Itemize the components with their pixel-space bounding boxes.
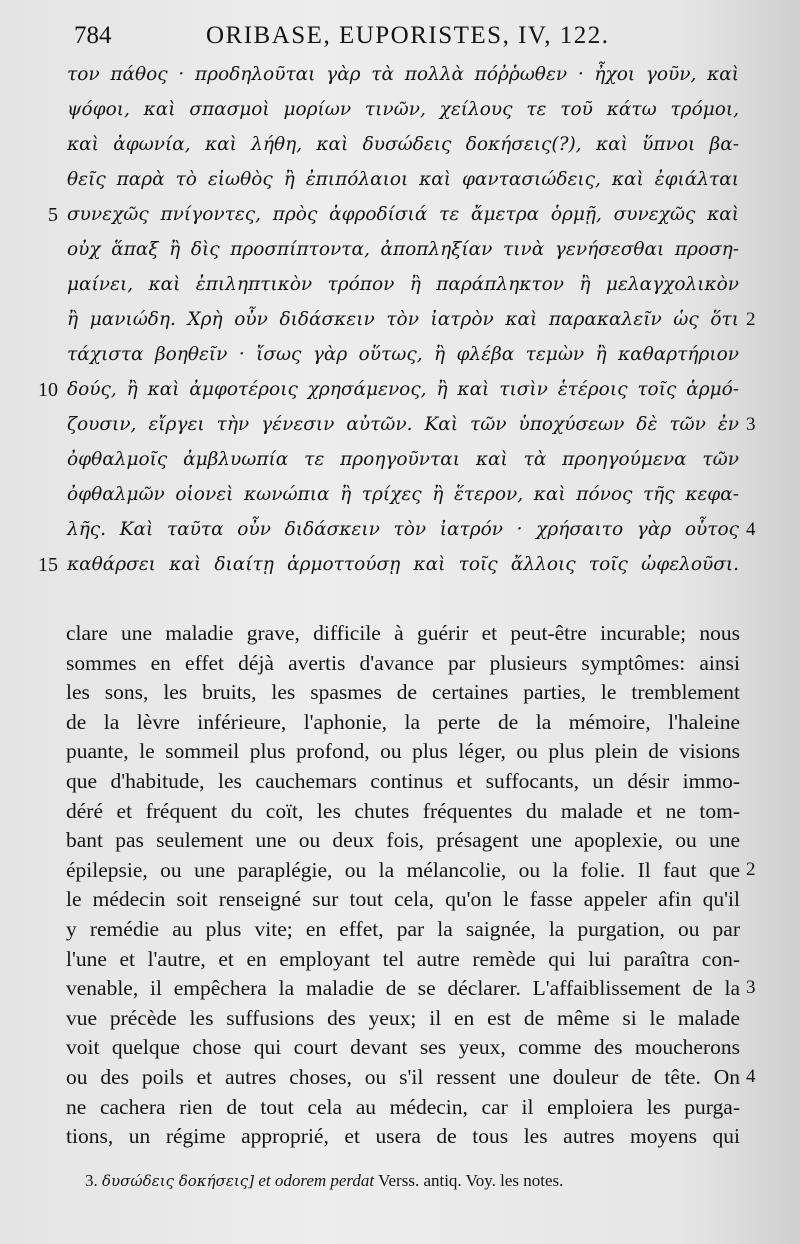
french-line-text: ou des poils et autres choses, ou s'il ressent une douleur de tête. On xyxy=(66,1065,740,1089)
footnote-greek-lemma: δυσώδεις δοκήσεις] xyxy=(102,1172,255,1190)
french-line xyxy=(0,618,800,648)
french-line-text: venable, il empêchera la maladie de se déclarer. L'affaiblissement de la xyxy=(66,976,740,1001)
french-line-text: y remédie au plus vite; en effet, par la saignée, la purgation, ou par xyxy=(66,917,740,941)
greek-line-text: καὶ ἀφωνία, καὶ λήθη, καὶ δυσώδεις δοκήσεις(?), καὶ ὕπνοι βα- xyxy=(67,134,739,155)
greek-line-text: ψόφοι, καὶ σπασμοὶ μορίων τινῶν, χείλους τε τοῦ κάτω τρόμοι, xyxy=(67,99,739,120)
page-header xyxy=(68,22,728,56)
french-line xyxy=(0,973,800,1003)
greek-section-number: 3 xyxy=(746,414,756,435)
french-line xyxy=(0,914,800,944)
running-title: ORIBASE, EUPORISTES, IV, 122. xyxy=(206,22,610,49)
greek-line-text: τάχιστα βοηθεῖν · ἴσως γὰρ οὕτως, ἢ φλέβα τεμὼν ἢ καθαρτήριον xyxy=(67,344,739,365)
french-line xyxy=(0,1092,800,1122)
greek-line xyxy=(0,235,800,265)
greek-section-number: 4 xyxy=(746,519,756,540)
greek-line xyxy=(0,95,800,125)
greek-line xyxy=(0,60,800,90)
french-line-text: tions, un régime approprié, et usera de tous les autres moyens qui xyxy=(66,1124,740,1149)
greek-line-number: 15 xyxy=(38,554,58,576)
french-line xyxy=(0,766,800,796)
french-section-number: 2 xyxy=(746,858,756,880)
greek-line xyxy=(0,550,800,580)
greek-line-text: ζουσιν, εἴργει τὴν γένεσιν αὐτῶν. Καὶ τῶν ὑποχύσεων δὲ τῶν ἐν xyxy=(67,414,739,435)
french-line-text: épilepsie, ou une paraplégie, ou la mélancolie, ou la folie. Il faut que xyxy=(66,857,740,882)
greek-line-text: ὀφθαλμοῖς ἀμβλυωπία τε προηγοῦνται καὶ τὰ προηγούμενα τῶν xyxy=(67,449,739,470)
greek-line-number: 5 xyxy=(48,204,58,226)
french-line xyxy=(0,736,800,766)
french-line-text: ne cachera rien de tout cela au médecin, car il emploiera les purga- xyxy=(66,1094,740,1119)
footnote-italic-text: et odorem perdat xyxy=(258,1171,375,1190)
greek-line-number: 10 xyxy=(38,379,58,401)
greek-line-text: δούς, ἢ καὶ ἀμφοτέροις χρησάμενος, ἢ καὶ τισὶν ἑτέροις τοῖς ἁρμό- xyxy=(67,379,739,400)
french-line-text: clare une maladie grave, difficile à guérir et peut-être incurable; nous xyxy=(66,621,740,645)
greek-line-text: μαίνει, καὶ ἐπιληπτικὸν τρόπον ἢ παράπληκτον ἢ μελαγχολικὸν xyxy=(67,274,739,295)
french-line xyxy=(0,855,800,885)
french-line-text: voit quelque chose qui court devant ses yeux, comme des moucherons xyxy=(66,1035,740,1060)
greek-section-number: 2 xyxy=(746,309,756,330)
greek-line xyxy=(0,270,800,300)
french-line-text: vue précède les suffusions des yeux; il en est de même si le malade xyxy=(66,1005,740,1030)
footnote xyxy=(85,1171,725,1191)
greek-line-text: ἢ μανιώδη. Χρὴ οὖν διδάσκειν τὸν ἰατρὸν καὶ παρακαλεῖν ὡς ὅτι xyxy=(67,309,739,330)
footnote-number: 3. xyxy=(85,1171,98,1190)
greek-line-text: οὐχ ἅπαξ ἢ δὶς προσπίπτοντα, ἀποπληξίαν τινὰ γενήσεσθαι προση- xyxy=(67,239,739,260)
greek-line xyxy=(0,375,800,405)
greek-line xyxy=(0,165,800,195)
greek-line xyxy=(0,445,800,475)
french-line-text: que d'habitude, les cauchemars continus et suffocants, un désir immo- xyxy=(66,769,740,793)
french-line xyxy=(0,825,800,855)
french-line xyxy=(0,884,800,914)
french-line xyxy=(0,707,800,737)
french-line-text: puante, le sommeil plus profond, ou plus léger, ou plus plein de visions xyxy=(66,739,740,764)
french-line xyxy=(0,796,800,826)
greek-line xyxy=(0,200,800,230)
french-line xyxy=(0,648,800,678)
page-number: 784 xyxy=(74,22,112,49)
french-line-text: bant pas seulement une ou deux fois, présagent une apoplexie, ou une xyxy=(66,828,740,853)
greek-line-text: καθάρσει καὶ διαίτῃ ἁρμοττούσῃ καὶ τοῖς ἄλλοις τοῖς ὠφελοῦσι. xyxy=(67,554,739,575)
french-line xyxy=(0,944,800,974)
greek-line xyxy=(0,305,800,335)
greek-line-text: λῆς. Καὶ ταῦτα οὖν διδάσκειν τὸν ἰατρόν · χρήσαιτο γὰρ οὗτος xyxy=(67,519,739,540)
greek-line-text: τον πάθος · προδηλοῦται γὰρ τὰ πολλὰ πόῤῥωθεν · ἦχοι γοῦν, καὶ xyxy=(67,64,739,85)
greek-line-text: ὀφθαλμῶν οἱονεὶ κωνώπια ἢ τρίχες ἢ ἕτερον, καὶ πόνος τῆς κεφα- xyxy=(67,484,739,505)
french-line-text: le médecin soit renseigné sur tout cela, qu'on le fasse appeler afin qu'il xyxy=(66,887,740,912)
greek-line xyxy=(0,515,800,545)
french-line-text: déré et fréquent du coït, les chutes fréquentes du malade et ne tom- xyxy=(66,798,740,823)
french-line-text: l'une et l'autre, et en employant tel autre remède qui lui paraîtra con- xyxy=(66,946,740,971)
french-line xyxy=(0,1121,800,1151)
french-line-text: sommes en effet déjà avertis d'avance par plusieurs symptômes: ainsi xyxy=(66,650,740,675)
french-line xyxy=(0,1062,800,1092)
greek-line-text: θεῖς παρὰ τὸ εἰωθὸς ἢ ἐπιπόλαιοι καὶ φαντασιώδεις, καὶ ἐφιάλται xyxy=(67,169,739,190)
french-line-text: de la lèvre inférieure, l'aphonie, la perte de la mémoire, l'haleine xyxy=(66,709,740,734)
greek-line xyxy=(0,480,800,510)
greek-line xyxy=(0,130,800,160)
greek-line-text: συνεχῶς πνίγοντες, πρὸς ἀφροδίσιά τε ἄμετρα ὁρμῇ, συνεχῶς καὶ xyxy=(67,204,739,225)
french-line-text: les sons, les bruits, les spasmes de certaines parties, le tremblement xyxy=(66,680,740,705)
french-line xyxy=(0,677,800,707)
footnote-text: Verss. antiq. Voy. les notes. xyxy=(378,1171,564,1190)
french-section-number: 4 xyxy=(746,1066,756,1087)
greek-line xyxy=(0,340,800,370)
greek-line xyxy=(0,410,800,440)
french-section-number: 3 xyxy=(746,977,756,999)
french-line xyxy=(0,1003,800,1033)
french-line xyxy=(0,1032,800,1062)
